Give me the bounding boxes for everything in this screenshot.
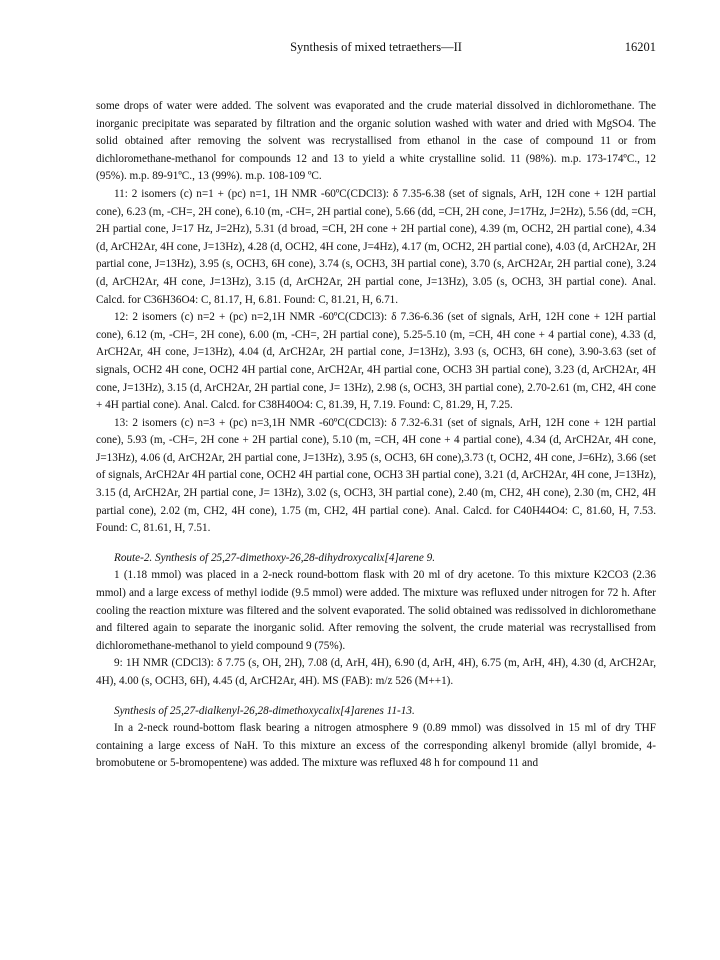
paragraph-compound-12: 12: 2 isomers (c) n=2 + (pc) n=2,1H NMR -60ºC(CDCl3): δ 7.36-6.36 (set of signals, ArH, 12H cone + 12H partial cone), 6.12 (m, -CH=, 2H cone), 6.00 (m, -CH=, 2H partial cone), 5.25-5.10 (m, =CH, 4H cone + 4 partial cone), 4.33 (d, ArCH2Ar, 4H cone, J=13Hz), 4.04 (d, ArCH2Ar, 2H partial cone, J=13Hz), 3.93 (s, OCH3, 6H cone), 3.90-3.63 (set of signals, OCH2 4H cone, OCH2 4H partial cone, ArCH2Ar, 4H partial cone, OCH3 3H partial cone), 3.23 (d, ArCH2Ar, 4H cone, J=13Hz), 3.15 (d, ArCH2Ar, 2H partial cone, J= 13Hz), 2.98 (s, OCH3, 3H partial cone), 2.70-2.61 (m, CH2, 4H cone + 4H partial cone). Anal. Calcd. for C38H40O4: C, 81.39, H, 7.19. Found: C, 81.29, H, 7.25.: [96, 311, 656, 412]
running-header: [96, 40, 656, 60]
page-number: 16201: [624, 40, 656, 54]
paragraph-synthesis: In a 2-neck round-bottom flask bearing a nitrogen atmosphere 9 (0.89 mmol) was dissolved in 15 ml of dry THF containing a large excess of NaH. To this mixture an excess of the corresponding alkenyl bromide (allyl bromide, 4-bromobutene or 5-bromopentene) was added. The mixture was refluxed 48 h for compound 11 and: [96, 722, 656, 770]
paragraph-compound-9: 9: 1H NMR (CDCl3): δ 7.75 (s, OH, 2H), 7.08 (d, ArH, 4H), 6.90 (d, ArH, 4H), 6.75 (m, ArH, 4H), 4.30 (d, ArCH2Ar, 4H), 4.00 (s, OCH3, 6H), 4.45 (d, ArCH2Ar, 4H). MS (FAB): m/z 526 (M++1).: [96, 657, 656, 687]
paragraph-workup: some drops of water were added. The solvent was evaporated and the crude material dissolved in dichloromethane. The inorganic precipitate was separated by filtration and the organic solution washed with water and dried with MgSO4. The solid obtained after removing the solvent was recrystallised from ethanol in the case of compound 11 or from dichloromethane-methanol for compounds 12 and 13 to yield a white crystalline solid. 11 (98%). m.p. 173-174ºC., 12 (95%). m.p. 89-91ºC., 13 (99%). m.p. 108-109 ºC.: [96, 100, 656, 183]
paragraph-route2: 1 (1.18 mmol) was placed in a 2-neck round-bottom flask with 20 ml of dry acetone. To this mixture K2CO3 (2.36 mmol) and a large excess of methyl iodide (9.5 mmol) were added. The mixture was refluxed under nitrogen for 72 h. After cooling the reaction mixture was filtered and the solvent evaporated. The solid obtained was redissolved in dichloromethane and filtered again to separate the inorganic solid. After removing the solvent, the crude material was recrystallised from dichloromethane-methanol to yield compound 9 (75%).: [96, 569, 656, 652]
article-body: [96, 98, 656, 773]
section-gap: [96, 538, 656, 550]
section-gap: [96, 691, 656, 703]
section-heading-route2: Route-2. Synthesis of 25,27-dimethoxy-26,28-dihydroxycalix[4]arene 9.: [114, 551, 436, 564]
paragraph-compound-13: 13: 2 isomers (c) n=3 + (pc) n=3,1H NMR -60ºC(CDCl3): δ 7.32-6.31 (set of signals, ArH, 12H cone + 12H partial cone), 5.93 (m, -CH=, 2H cone + 2H partial cone), 5.10 (m, =CH, 4H cone + 4 partial cone), 4.34 (d, ArCH2Ar, 4H cone, J=13Hz), 4.06 (d, ArCH2Ar, 2H partial cone, J=13Hz), 3.95 (s, OCH3, 6H cone),3.73 (t, OCH2, 4H cone, J=6Hz), 3.66 (set of signals, ArCH2Ar 4H partial cone, OCH2 4H partial cone, OCH3 3H partial cone), 3.21 (d, ArCH2Ar, 4H cone, J=13Hz), 3.15 (d, ArCH2Ar, 2H partial cone, J= 13Hz), 3.02 (s, OCH3, 3H partial cone), 2.40 (m, CH2, 4H cone), 2.30 (m, CH2, 4H partial cone), 2.02 (m, CH2, 4H cone), 1.75 (m, CH2, 4H partial cone). Anal. Calcd. for C40H44O4: C, 81.60, H, 7.53. Found: C, 81.61, H, 7.51.: [96, 416, 656, 535]
section-heading-synthesis: Synthesis of 25,27-dialkenyl-26,28-dimethoxycalix[4]arenes 11-13.: [114, 704, 415, 717]
paragraph-compound-11: 11: 2 isomers (c) n=1 + (pc) n=1, 1H NMR -60ºC(CDCl3): δ 7.35-6.38 (set of signals, ArH, 12H cone + 12H partial cone), 6.23 (m, -CH=, 2H cone), 6.10 (m, -CH=, 2H partial cone), 5.66 (dd, =CH, 2H cone, J=17Hz, J=2Hz), 5.56 (dd, =CH, 2H partial cone, J=17 Hz, J=2Hz), 5.31 (d broad, =CH, 2H cone + 2H partial cone), 4.39 (m, OCH2, 2H partial cone), 4.34 (d, ArCH2Ar, 4H cone, J=13Hz), 4.28 (d, OCH2, 4H cone, J=4Hz), 4.17 (m, OCH2, 2H partial cone), 4.03 (d, ArCH2Ar, 2H partial cone, J=13Hz), 3.95 (s, OCH3, 6H cone), 3.74 (s, OCH3, 3H partial cone), 3.70 (s, ArCH2Ar, 2H partial cone), 3.24 (d, ArCH2Ar, 4H cone, J=13Hz), 3.15 (d, ArCH2Ar, 2H partial cone, J=13Hz), 3.05 (s, OCH3, 3H partial cone). Anal. Calcd. for C36H36O4: C, 81.17, H, 6.81. Found: C, 81.21, H, 6.71.: [96, 187, 656, 306]
running-title: Synthesis of mixed tetraethers—II: [290, 40, 462, 54]
